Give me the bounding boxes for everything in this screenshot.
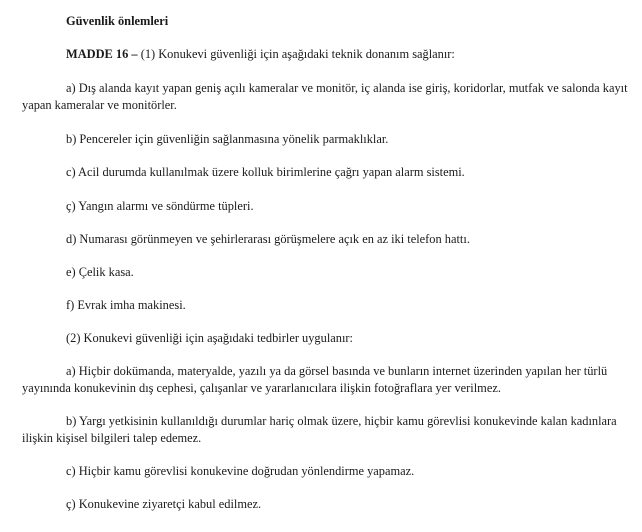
clause-1-item-d: d) Numarası görünmeyen ve şehirlerarası görüşmelere açık en az iki telefon hattı. [66, 232, 470, 246]
clause-1-item-c: c) Acil durumda kullanılmak üzere kolluk birimlerine çağrı yapan alarm sistemi. [66, 165, 465, 179]
clause-2-intro: (2) Konukevi güvenliği için aşağıdaki tedbirler uygulanır: [66, 331, 353, 345]
clause-1-item-c-cedilla: ç) Yangın alarmı ve söndürme tüpleri. [66, 199, 254, 213]
clause-2-item-b: b) Yargı yetkisinin kullanıldığı durumlar hariç olmak üzere, hiçbir kamu görevlisi konukevinde kalan kadınlara ilişkin kişisel bilgileri talep edemez. [22, 414, 617, 445]
clause-1-intro-text: (1) Konukevi güvenliği için aşağıdaki teknik donanım sağlanır: [137, 47, 455, 61]
article-label: MADDE 16 – [66, 47, 138, 61]
article-16-clause-1-intro [22, 46, 630, 63]
clause-1-item-b: b) Pencereler için güvenliğin sağlanmasına yönelik parmaklıklar. [66, 132, 389, 146]
clause-2-item-a: a) Hiçbir dokümanda, materyalde, yazılı ya da görsel basında ve bunların internet üzerinden yapılan her türlü yayınında konukevinin dış cephesi, çalışanlar ve yararlanıcılara ilişkin fotoğraflara yer verilmez. [22, 364, 608, 395]
clause-2-item-c: c) Hiçbir kamu görevlisi konukevine doğrudan yönlendirme yapamaz. [66, 464, 415, 478]
clause-1-item-f: f) Evrak imha makinesi. [66, 298, 186, 312]
clause-2-item-c-cedilla: ç) Konukevine ziyaretçi kabul edilmez. [66, 497, 262, 511]
clause-1-item-a: a) Dış alanda kayıt yapan geniş açılı kameralar ve monitör, iç alanda ise giriş, koridorlar, mutfak ve salonda kayıt yapan kameralar ve monitörler. [22, 81, 628, 112]
clause-1-item-e: e) Çelik kasa. [66, 265, 134, 279]
section-heading: Güvenlik önlemleri [66, 14, 169, 28]
